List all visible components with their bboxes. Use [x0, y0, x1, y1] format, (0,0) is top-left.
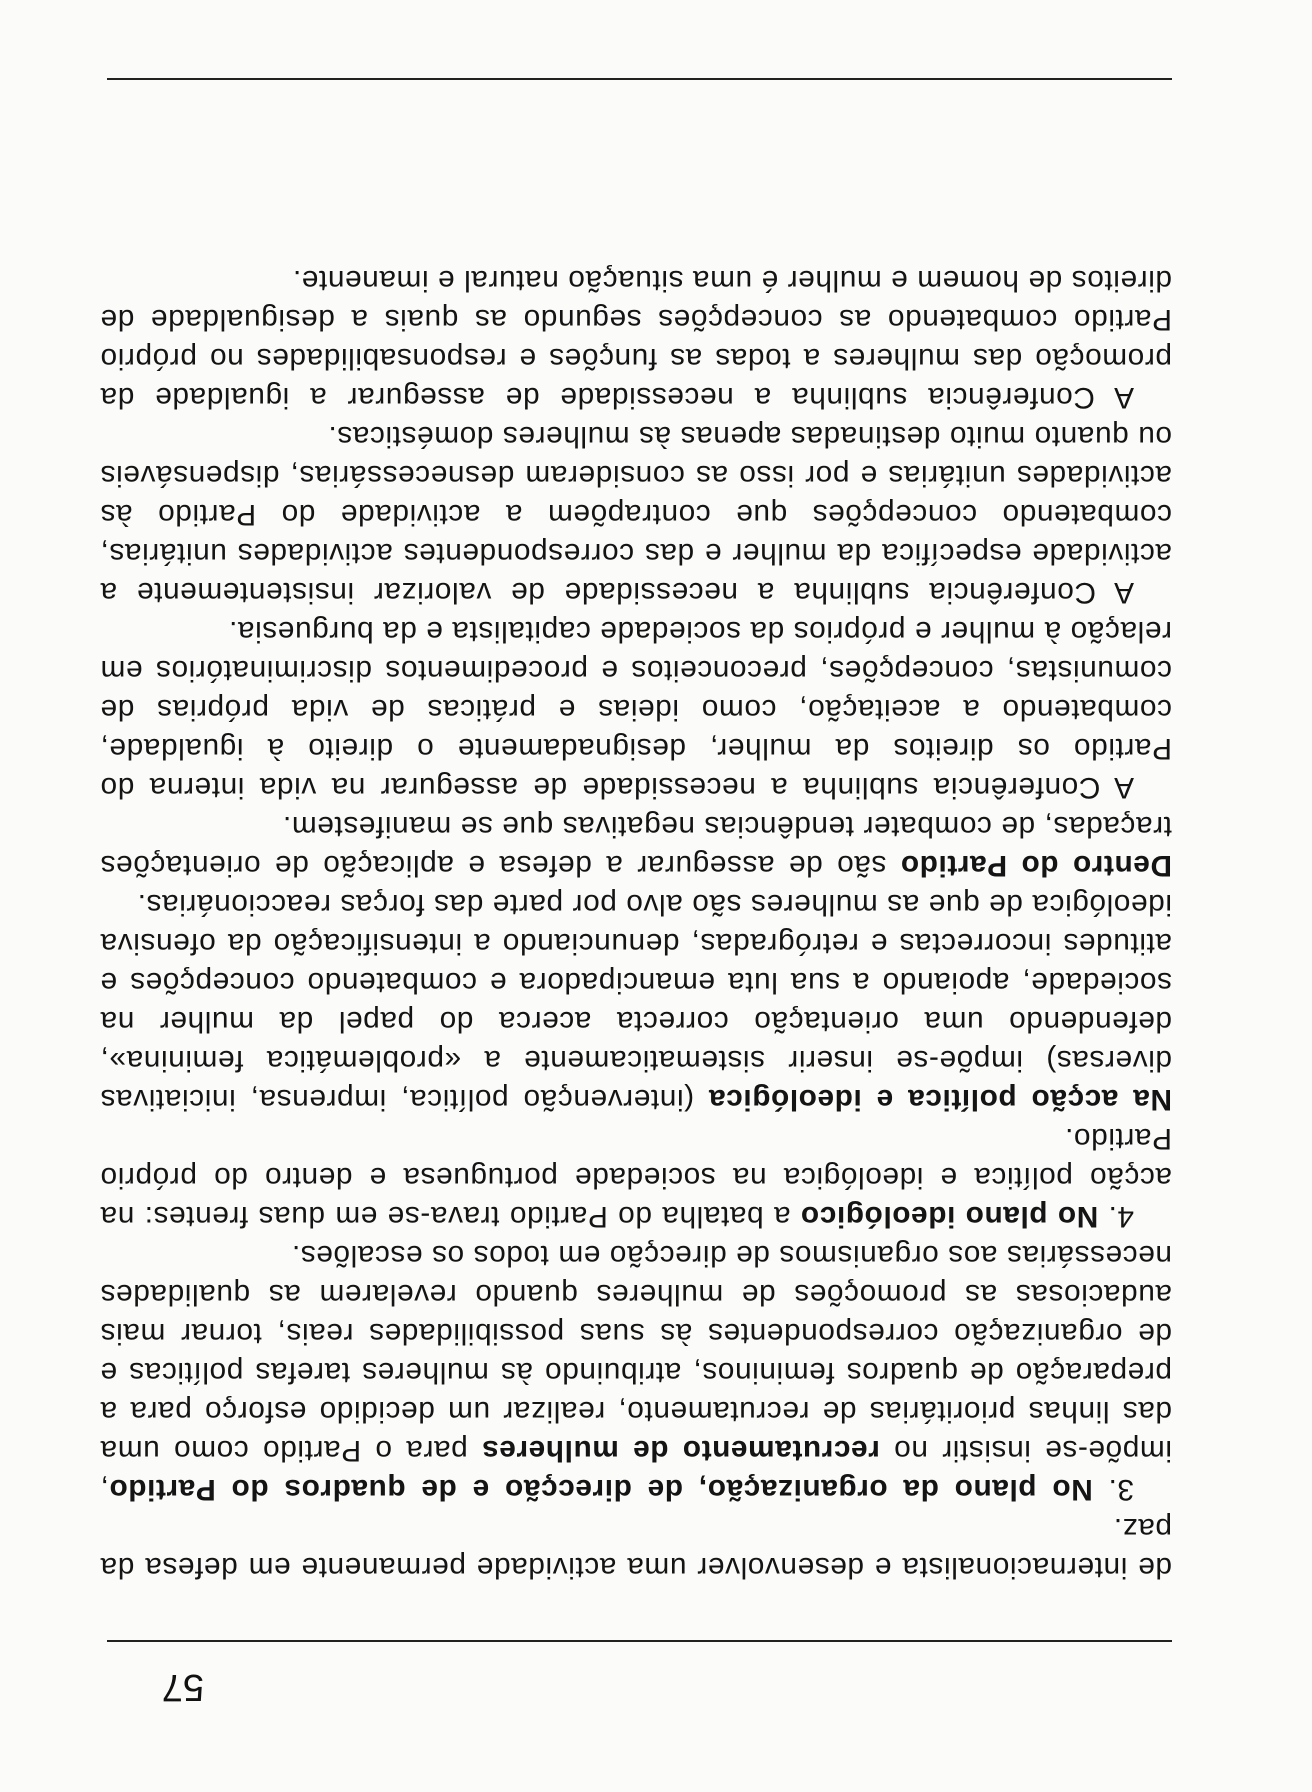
page-number: 57: [161, 1666, 204, 1708]
paragraph-6: A Conferência sublinha a necessidade de assegurar na vida interna do Partido os direitos da mulher, designadamente o direito à igualdade, combatendo a aceitação, como ideias e práticas de vida próprias de comunistas, concepções, preconceitos e procedimentos discriminatórios em relação à mulher e próprios da sociedade capitalista e da burguesia.: [100, 615, 1172, 804]
bold-phrase: recrutamento de mulheres: [481, 1434, 880, 1467]
paragraph-2: [100, 1236, 1172, 1509]
paragraph-5: [100, 807, 1172, 885]
section-number: 3.: [1092, 1473, 1134, 1506]
paragraph-text: são de assegurar a defesa e aplicação de orientações traçadas, de combater tendências negativas que se manifestem.: [100, 810, 1172, 882]
body-text: [100, 261, 1172, 1587]
paragraph-4: [100, 885, 1172, 1119]
bold-heading: No plano ideológico: [800, 1200, 1099, 1233]
section-number: 4.: [1098, 1200, 1134, 1233]
footer-rule: [107, 78, 1172, 80]
header-rule: [107, 1640, 1172, 1642]
bold-heading: No plano da organização, de direcção e de quadros do Partido: [108, 1473, 1093, 1506]
paragraph-text: para o Partido como uma das linhas prioritárias de recrutamento, realizar um decidido esforço para a preparação de quadros femininos, atribuindo às mulheres tarefas políticas e de organização correspondentes às suas possibilidades reais, tornar mais audaciosas as promoções de mulheres quando revelarem as qualidades necessárias aos organismos de direcção em todos os escalões.: [100, 1239, 1172, 1467]
bold-heading: Dentro do Partido: [900, 849, 1172, 882]
paragraph-text: a batalha do Partido trava-se em duas frentes: na acção política e ideológica na sociedade portuguesa e dentro do próprio Partido.: [100, 1122, 1172, 1233]
paragraph-1: de internacionalista e desenvolver uma actividade permanente em defesa da paz.: [100, 1512, 1172, 1584]
bold-heading: Na acção política e ideológica: [708, 1083, 1172, 1116]
paragraph-text: , impõe-se insistir no: [100, 1434, 1172, 1506]
paragraph-text: (intervenção política, imprensa, iniciativas diversas) impõe-se inserir sistematicamente a «problemática feminina», defendendo uma orientação correcta acerca do papel da mulher na sociedade, apoiando a sua luta emancipadora e combatendo concepções e atitudes incorrectas e retrógradas, denunciando a intensificação da ofensiva ideológica de que as mulheres são alvo por parte das forças reaccionárias.: [100, 888, 1172, 1116]
paragraph-8: A Conferência sublinha a necessidade de assegurar a igualdade da promoção das mulheres a todas as funções e responsabilidades no próprio Partido combatendo as concepções segundo as quais a desigualdade de direitos de homem e mulher é uma situação natural e imanente.: [100, 264, 1172, 414]
paragraph-3: [100, 1119, 1172, 1236]
paragraph-7: A Conferência sublinha a necessidade de valorizar insistentemente a actividade específica da mulher e das correspondentes actividades unitárias, combatendo concepções que contrapõem a actividade do Partido às actividades unitárias e por isso as consideram desnecessárias, dispensáveis ou quanto muito destinadas apenas às mulheres domésticas.: [100, 420, 1172, 609]
